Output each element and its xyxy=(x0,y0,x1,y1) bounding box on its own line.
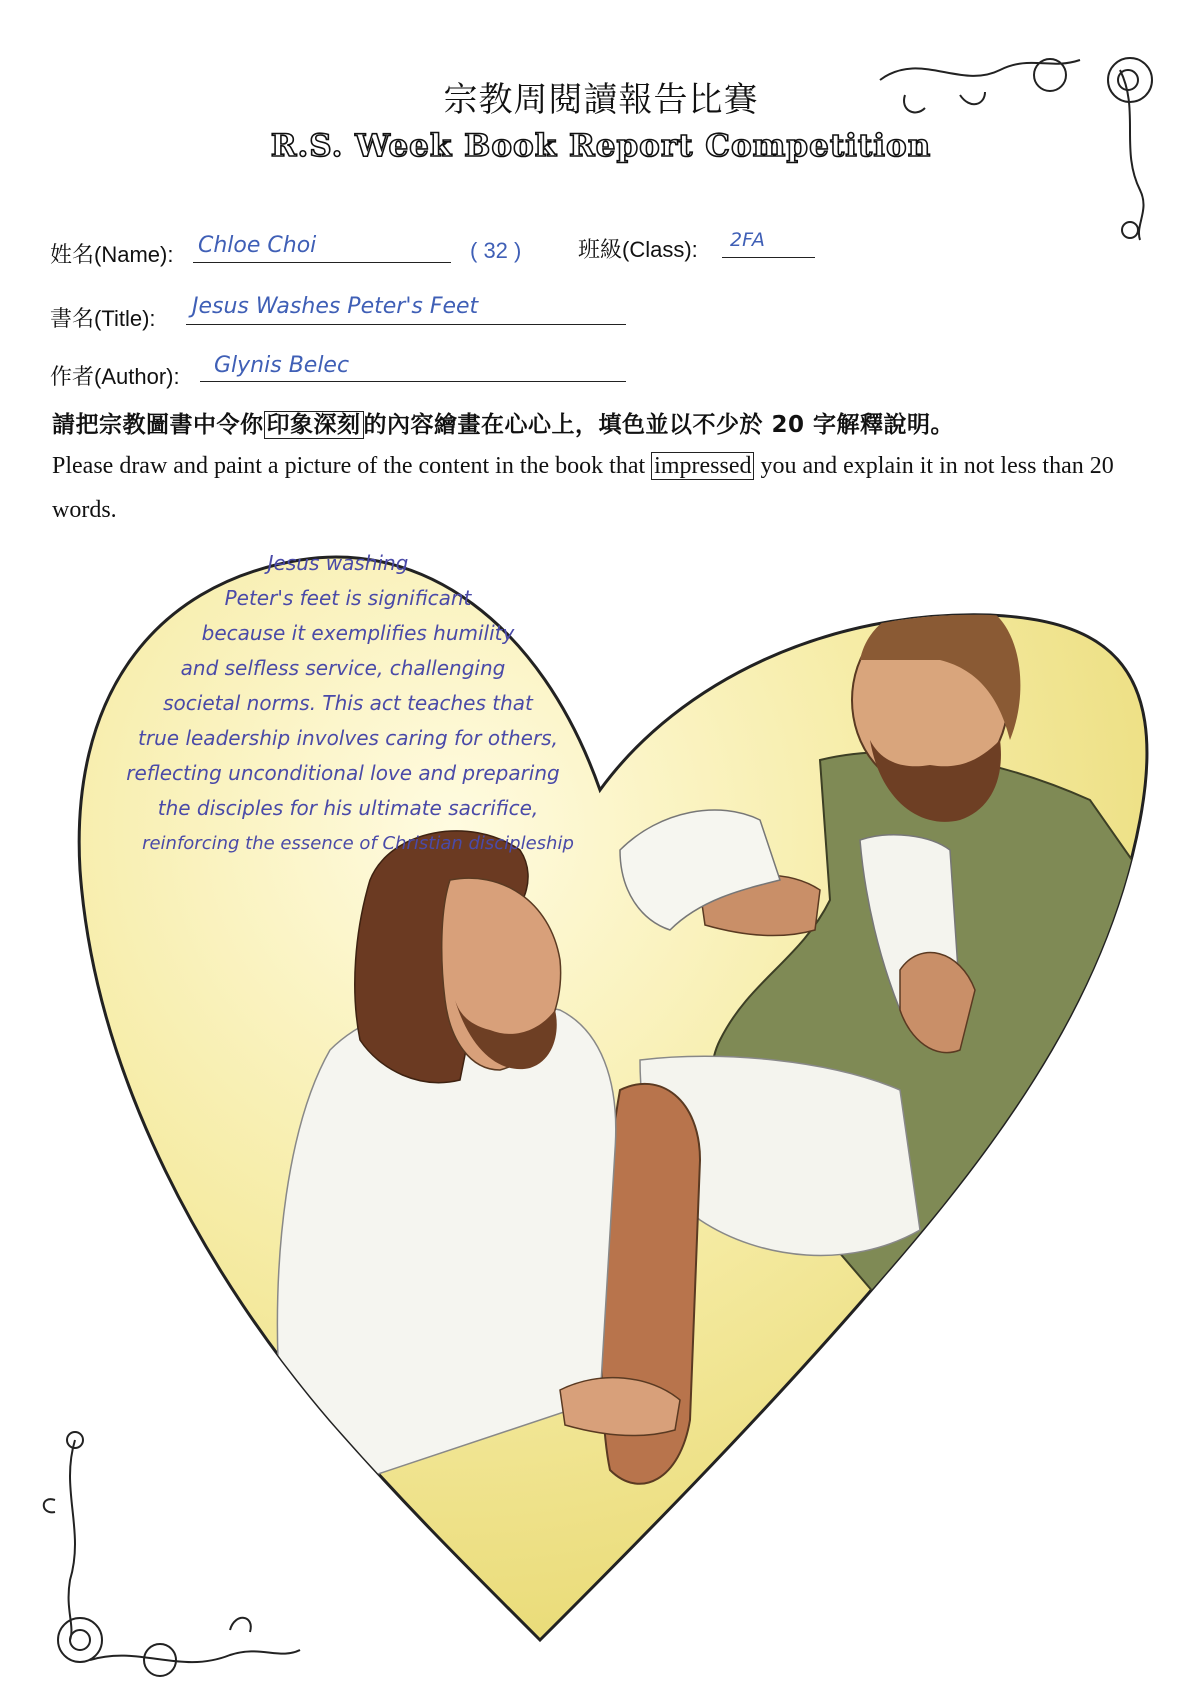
floral-ornament-bottom-left xyxy=(44,1432,300,1676)
class-number: ( 32 ) xyxy=(470,238,522,263)
essay-line: and selfless service, challenging xyxy=(180,656,506,680)
name-value: Chloe Choi xyxy=(198,233,317,258)
instruction-zh: 請把宗教圖書中令你 印象深刻 的內容繪畫在心心上，填色並以不少於 20 字解釋說明。 xyxy=(52,412,955,438)
instruction-zh-highlight: 印象深刻 xyxy=(264,411,364,439)
title-value: Jesus Washes Peter's Feet xyxy=(192,294,479,319)
author-label: 作者(Author): xyxy=(50,364,180,389)
name-label: 姓名(Name): xyxy=(50,242,174,267)
essay-line: societal norms. This act teaches that xyxy=(163,691,533,715)
class-label: 班級(Class): xyxy=(578,237,698,262)
page-title-en: R.S. Week Book Report Competition xyxy=(270,128,932,164)
class-underline xyxy=(722,257,815,258)
page-title-zh: 宗教周閱讀報告比賽 xyxy=(443,80,759,120)
essay-line: reflecting unconditional love and preparing xyxy=(126,761,560,785)
essay-line: because it exemplifies humility xyxy=(201,621,515,645)
essay-line: Peter's feet is significant xyxy=(224,586,472,610)
handwritten-explanation xyxy=(78,546,638,861)
class-value: 2FA xyxy=(730,229,765,251)
title-underline xyxy=(186,324,626,325)
essay-line: Jesus washing xyxy=(267,551,409,575)
essay-line: true leadership involves caring for others, xyxy=(138,726,558,750)
author-underline xyxy=(200,381,626,382)
title-label: 書名(Title): xyxy=(50,306,156,331)
instruction-en-highlight: impressed xyxy=(651,452,754,480)
author-value: Glynis Belec xyxy=(214,353,350,378)
instruction-en: Please draw and paint a picture of the content in the book that impressed you and explain it in not less than 20 words. xyxy=(52,453,1114,523)
essay-line: reinforcing the essence of Christian discipleship xyxy=(142,833,574,854)
name-underline xyxy=(193,262,451,263)
essay-line: the disciples for his ultimate sacrifice, xyxy=(157,796,539,820)
